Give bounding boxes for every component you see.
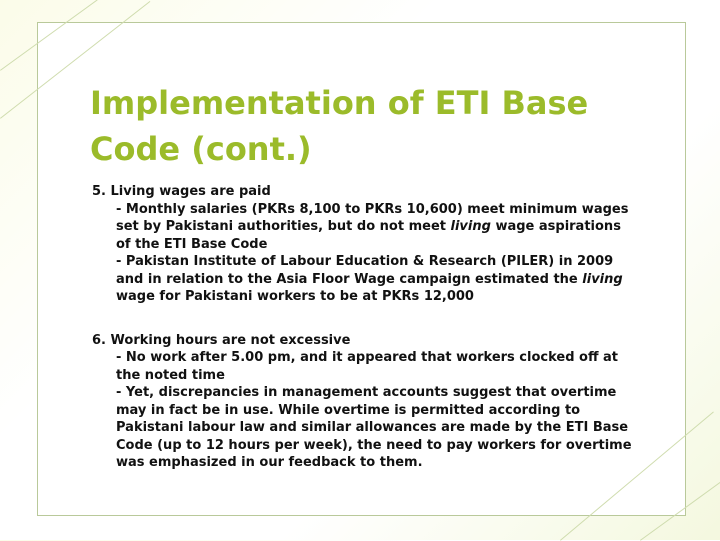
sub-point bbox=[92, 201, 632, 254]
emphasis-text: living bbox=[582, 271, 623, 287]
point-heading: 6. Working hours are not excessive bbox=[92, 332, 351, 348]
emphasis-text: living bbox=[450, 219, 491, 234]
sub-point bbox=[92, 253, 632, 306]
sub-point-text: - Yet, discrepancies in management accounts suggest that overtime may in fact be in use. While overtime is permitted according to Pakistani labour law and similar allowances are made by the ETI Base Code (up to 12 hours per week), the need to pay workers for overtime was emphasized in our feedback to them. bbox=[116, 385, 632, 470]
sub-point-text: - Pakistan Institute of Labour Education & Research (PILER) in 2009 and in relation to the Asia Floor Wage campaign estimated the bbox=[116, 254, 614, 287]
point-heading: 5. Living wages are paid bbox=[92, 184, 271, 199]
title-line-1: Implementation of ETI Base bbox=[90, 84, 589, 122]
slide-title bbox=[90, 80, 670, 172]
sub-point-text: wage for Pakistani workers to be at PKRs 12,000 bbox=[116, 289, 474, 304]
sub-point-text: - No work after 5.00 pm, and it appeared that workers clocked off at the noted time bbox=[116, 350, 619, 383]
title-line-2: Code (cont.) bbox=[90, 130, 312, 168]
slide-body bbox=[92, 183, 632, 472]
sub-point-text: - Monthly salaries (PKRs 8,100 to PKRs 10,600) meet minimum wages set by Pakistani authorities, but do not meet bbox=[116, 201, 629, 234]
sub-point bbox=[92, 349, 632, 384]
sub-point bbox=[92, 384, 632, 472]
section-gap bbox=[92, 306, 632, 332]
sub-point-text: wage aspirations of the ETI Base Code bbox=[116, 219, 621, 252]
